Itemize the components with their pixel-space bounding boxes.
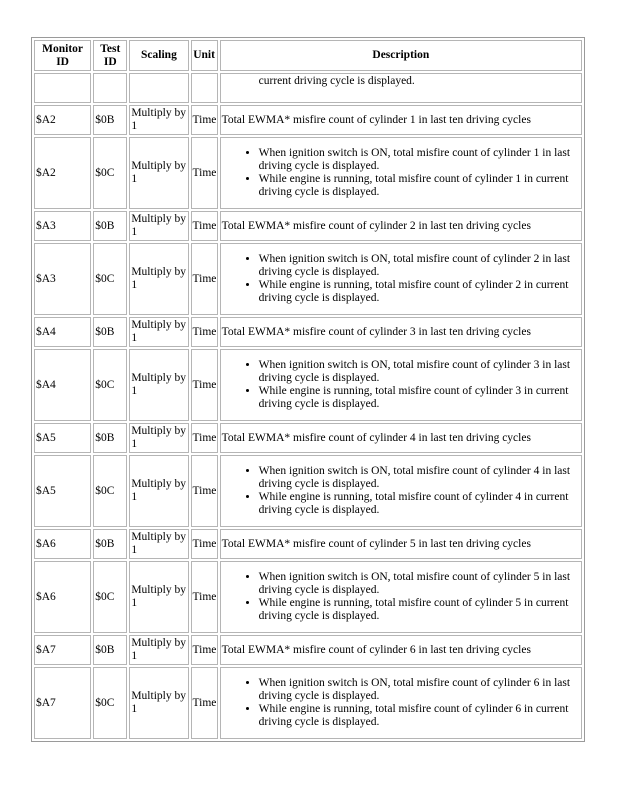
- cell-test-id: $0B: [93, 635, 127, 665]
- cell-test-id: $0C: [93, 349, 127, 421]
- cell-description: Total EWMA* misfire count of cylinder 5 in last ten driving cycles: [220, 529, 582, 559]
- cell-monitor-id: $A2: [34, 137, 91, 209]
- empty-cell: [129, 73, 188, 103]
- description-bullet: • While engine is running, total misfire count of cylinder 1 in current driving cycle is displayed.: [259, 173, 580, 199]
- continuation-text: current driving cycle is displayed.: [258, 75, 415, 87]
- cell-test-id: $0C: [93, 561, 127, 633]
- cell-monitor-id: $A3: [34, 211, 91, 241]
- description-bullet: • When ignition switch is ON, total misfire count of cylinder 2 in last driving cycle is displayed.: [259, 253, 580, 279]
- cell-unit: Time: [191, 317, 218, 347]
- cell-test-id: $0B: [93, 423, 127, 453]
- description-bullet: • When ignition switch is ON, total misfire count of cylinder 1 in last driving cycle is displayed.: [259, 147, 580, 173]
- cell-scaling: Multiply by 1: [129, 137, 188, 209]
- description-bullet-list: [222, 253, 580, 305]
- empty-cell: [34, 73, 91, 103]
- cell-description: [220, 243, 582, 315]
- table-row: [34, 529, 582, 559]
- description-bullet-list: [222, 359, 580, 411]
- table-row: [34, 243, 582, 315]
- description-bullet-list: [222, 465, 580, 517]
- cell-description: Total EWMA* misfire count of cylinder 6 in last ten driving cycles: [220, 635, 582, 665]
- description-bullet: • When ignition switch is ON, total misfire count of cylinder 3 in last driving cycle is displayed.: [259, 359, 580, 385]
- table-row: [34, 105, 582, 135]
- cell-scaling: Multiply by 1: [129, 211, 188, 241]
- description-bullet: • While engine is running, total misfire count of cylinder 4 in current driving cycle is displayed.: [259, 491, 580, 517]
- cell-monitor-id: $A5: [34, 423, 91, 453]
- cell-description: [220, 349, 582, 421]
- description-bullet: • While engine is running, total misfire count of cylinder 3 in current driving cycle is displayed.: [259, 385, 580, 411]
- cell-monitor-id: $A6: [34, 529, 91, 559]
- header-row: [34, 40, 582, 71]
- cell-scaling: Multiply by 1: [129, 529, 188, 559]
- table-row: [34, 423, 582, 453]
- cell-unit: Time: [191, 423, 218, 453]
- cell-test-id: $0C: [93, 455, 127, 527]
- cell-scaling: Multiply by 1: [129, 349, 188, 421]
- table-body: [34, 73, 582, 739]
- cell-unit: Time: [191, 667, 218, 739]
- description-bullet-list: [222, 147, 580, 199]
- description-bullet: • While engine is running, total misfire count of cylinder 2 in current driving cycle is displayed.: [259, 279, 580, 305]
- header-description: Description: [220, 40, 582, 71]
- table-row: [34, 635, 582, 665]
- cell-unit: Time: [191, 211, 218, 241]
- description-bullet: • While engine is running, total misfire count of cylinder 5 in current driving cycle is displayed.: [259, 597, 580, 623]
- cell-scaling: Multiply by 1: [129, 667, 188, 739]
- cell-monitor-id: $A7: [34, 635, 91, 665]
- description-bullet: • While engine is running, total misfire count of cylinder 6 in current driving cycle is displayed.: [259, 703, 580, 729]
- description-bullet-list: [222, 677, 580, 729]
- description-bullet: • When ignition switch is ON, total misfire count of cylinder 6 in last driving cycle is displayed.: [259, 677, 580, 703]
- cell-description: Total EWMA* misfire count of cylinder 3 in last ten driving cycles: [220, 317, 582, 347]
- header-unit: Unit: [191, 40, 218, 71]
- cell-monitor-id: $A4: [34, 317, 91, 347]
- table-row: [34, 455, 582, 527]
- header-test-id: Test ID: [93, 40, 127, 71]
- cell-scaling: Multiply by 1: [129, 561, 188, 633]
- description-bullet: • When ignition switch is ON, total misfire count of cylinder 5 in last driving cycle is displayed.: [259, 571, 580, 597]
- table-row: [34, 137, 582, 209]
- continuation-description: [220, 73, 582, 103]
- table-row: [34, 349, 582, 421]
- cell-description: [220, 137, 582, 209]
- cell-test-id: $0B: [93, 211, 127, 241]
- cell-monitor-id: $A7: [34, 667, 91, 739]
- cell-description: [220, 667, 582, 739]
- header-scaling: Scaling: [129, 40, 188, 71]
- cell-test-id: $0B: [93, 105, 127, 135]
- cell-description: Total EWMA* misfire count of cylinder 2 in last ten driving cycles: [220, 211, 582, 241]
- empty-cell: [93, 73, 127, 103]
- cell-monitor-id: $A3: [34, 243, 91, 315]
- cell-description: [220, 561, 582, 633]
- cell-unit: Time: [191, 529, 218, 559]
- cell-scaling: Multiply by 1: [129, 635, 188, 665]
- cell-scaling: Multiply by 1: [129, 317, 188, 347]
- table-row: [34, 561, 582, 633]
- cell-scaling: Multiply by 1: [129, 423, 188, 453]
- description-bullet: • When ignition switch is ON, total misfire count of cylinder 4 in last driving cycle is displayed.: [259, 465, 580, 491]
- cell-unit: Time: [191, 349, 218, 421]
- cell-test-id: $0C: [93, 243, 127, 315]
- cell-monitor-id: $A5: [34, 455, 91, 527]
- header-monitor-id: Monitor ID: [34, 40, 91, 71]
- description-bullet-list: [222, 571, 580, 623]
- cell-monitor-id: $A2: [34, 105, 91, 135]
- cell-unit: Time: [191, 455, 218, 527]
- table-row: [34, 317, 582, 347]
- monitor-test-table: [31, 37, 585, 742]
- cell-unit: Time: [191, 635, 218, 665]
- cell-monitor-id: $A6: [34, 561, 91, 633]
- cell-scaling: Multiply by 1: [129, 243, 188, 315]
- cell-scaling: Multiply by 1: [129, 105, 188, 135]
- cell-description: Total EWMA* misfire count of cylinder 4 in last ten driving cycles: [220, 423, 582, 453]
- cell-unit: Time: [191, 243, 218, 315]
- cell-unit: Time: [191, 561, 218, 633]
- cell-description: Total EWMA* misfire count of cylinder 1 in last ten driving cycles: [220, 105, 582, 135]
- cell-unit: Time: [191, 137, 218, 209]
- cell-scaling: Multiply by 1: [129, 455, 188, 527]
- cell-test-id: $0B: [93, 317, 127, 347]
- cell-test-id: $0C: [93, 667, 127, 739]
- cell-description: [220, 455, 582, 527]
- cell-test-id: $0B: [93, 529, 127, 559]
- continuation-row: [34, 73, 582, 103]
- cell-test-id: $0C: [93, 137, 127, 209]
- cell-unit: Time: [191, 105, 218, 135]
- table-row: [34, 211, 582, 241]
- cell-monitor-id: $A4: [34, 349, 91, 421]
- table-row: [34, 667, 582, 739]
- empty-cell: [191, 73, 218, 103]
